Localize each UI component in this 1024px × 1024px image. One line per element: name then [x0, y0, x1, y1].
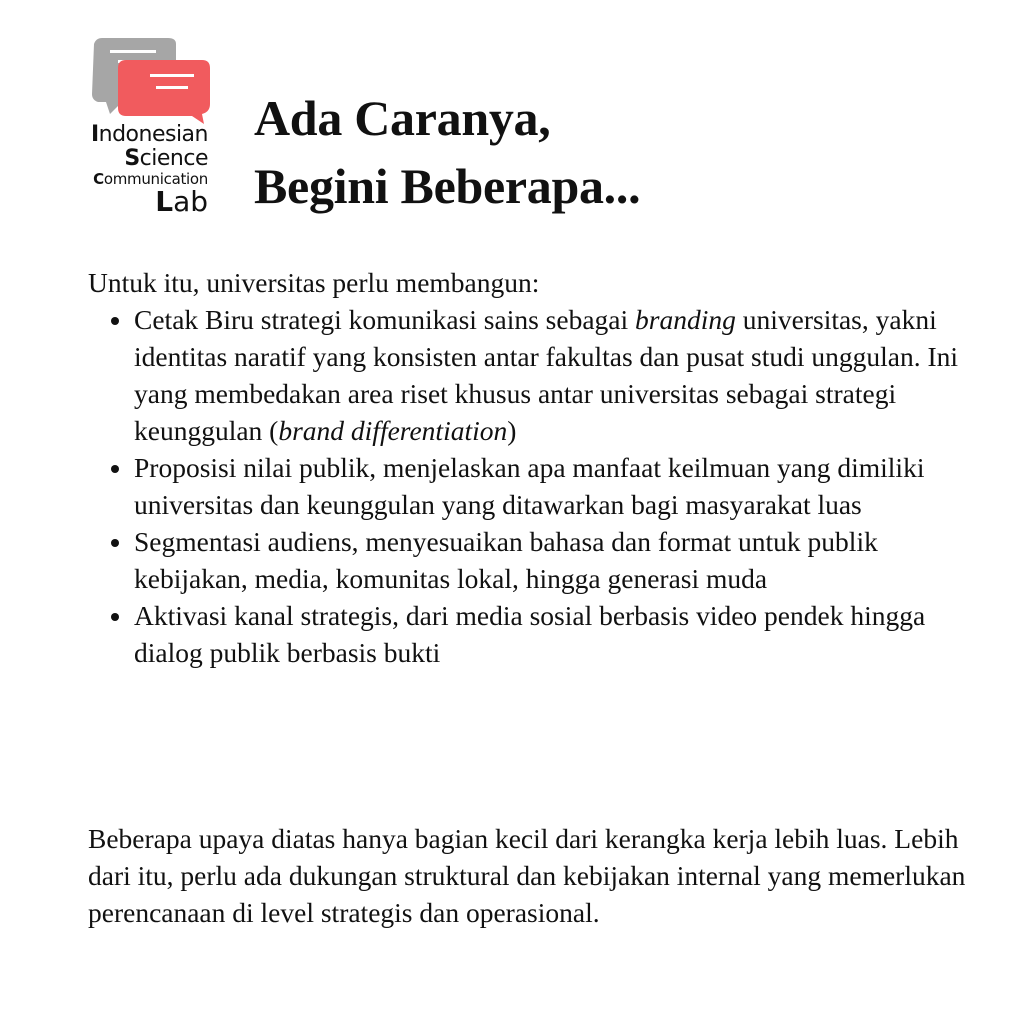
closing-paragraph: Beberapa upaya diatas hanya bagian kecil dari kerangka kerja lebih luas. Lebih dari itu, perlu ada dukungan struktural dan kebijakan internal yang memerlukan perencanaan di level strategis dan operasional.: [88, 823, 966, 928]
logo-text: ndonesian: [98, 122, 208, 147]
front-bubble: [118, 60, 210, 124]
logo-text: ommunication: [103, 170, 208, 188]
title-line-2: Begini Beberapa...: [254, 158, 641, 214]
logo-text: ab: [173, 185, 208, 218]
list-item: • Proposisi nilai publik, menjelaskan apa manfaat keilmuan yang dimiliki universitas dan keunggulan yang ditawarkan bagi masyarakat luas: [134, 449, 968, 523]
speech-bubbles-icon: [88, 34, 212, 124]
italic-term: brand differentiation: [278, 415, 508, 446]
list-text: universitas, yakni identitas naratif yang konsisten antar fakultas dan pusat studi unggulan. Ini yang membedakan area riset khusus antar universitas sebagai strategi keunggulan (: [134, 304, 959, 446]
isc-lab-logo: [48, 32, 208, 218]
logo-text: cience: [139, 146, 208, 171]
page-title: [254, 84, 640, 220]
title-line-1: Ada Caranya,: [254, 90, 551, 146]
logo-initial: S: [124, 146, 140, 171]
body-text: [88, 264, 968, 671]
list-text: ): [507, 415, 517, 446]
list-item: [134, 301, 968, 449]
bullet-list: [88, 301, 968, 671]
intro-text: Untuk itu, universitas perlu membangun:: [88, 267, 540, 298]
logo-initial: I: [90, 122, 99, 147]
italic-term: branding: [635, 304, 736, 335]
logo-initial: C: [93, 170, 104, 188]
list-item: • Segmentasi audiens, menyesuaikan bahasa dan format untuk publik kebijakan, media, komunitas lokal, hingga generasi muda: [134, 523, 968, 597]
list-item: • Aktivasi kanal strategis, dari media sosial berbasis video pendek hingga dialog publik berbasis bukti: [134, 597, 968, 671]
logo-wordmark: [91, 124, 208, 216]
list-text: Cetak Biru strategi komunikasi sains sebagai: [134, 304, 636, 335]
logo-initial: L: [155, 185, 174, 218]
